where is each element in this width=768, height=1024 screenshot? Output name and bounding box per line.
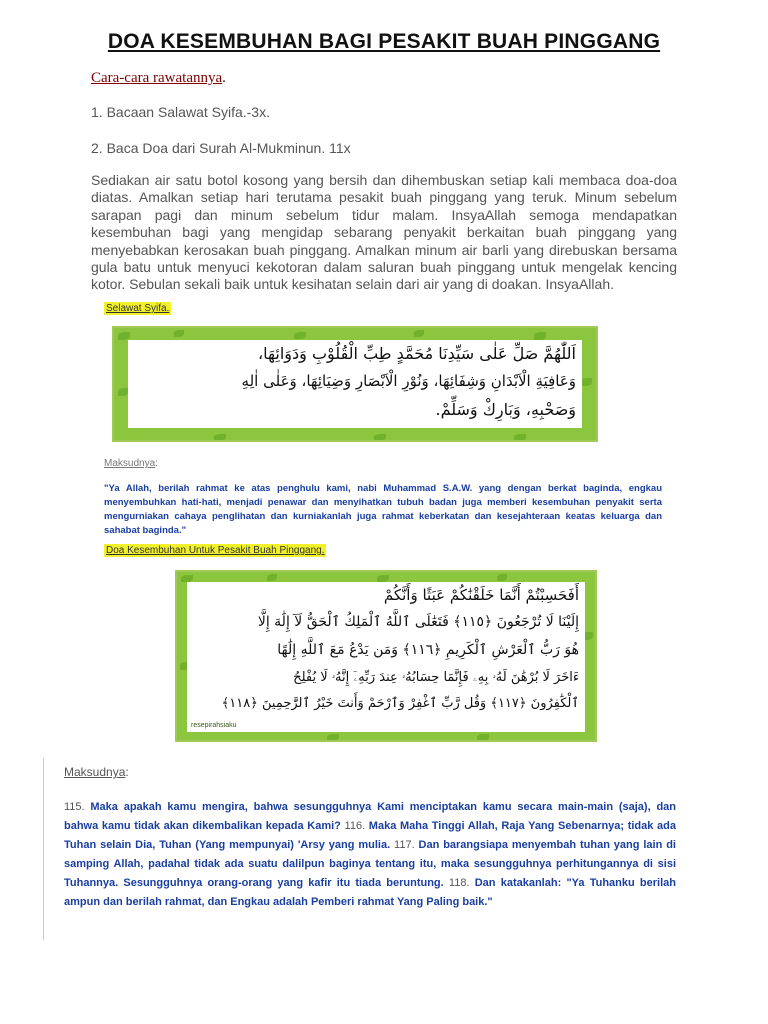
verses-meaning <box>64 798 676 912</box>
salawat-arabic-line-1: اَللّٰهُمَّ صَلِّ عَلٰى سَيِّدِنَا مُحَمَّدٍ طِبِّ الْقُلُوْبِ وَدَوَائِهَا، <box>257 344 576 363</box>
instruction-paragraph: Sediakan air satu botol kosong yang bersih dan dihembuskan setiap kali membaca doa-doa diatas. Amalkan setiap hari terutama pesakit buah pinggang yang teruk. Minum sebelum sarapan pagi dan minum sebelum tidur malam. InsyaAllah semoga mendapatkan kesembuhan bagi yang mengidap sebarang penyakit berkaitan buah pinggang yang menyebabkan kerosakan buah pinggang. Amalkan minum air barli yang direbuskan bersama gula batu untuk menyuci kekotoran dalam saluran buah pinggang untuk mengelak kencing kotor. Sebulan sekali baik untuk kesihatan selain dari air yang di doakan. InsyaAllah. <box>91 172 677 293</box>
verse-text-117: Dan barangsiapa menyembah tuhan yang lain di samping Allah, padahal tidak ada suatu dalilpun baginya tentang itu, maka sesungguhnya perhitungannya di sisi Tuhannya. Sesungguhnya orang-orang yang kafir itu tiada beruntung. <box>64 839 676 889</box>
doa-image-credit: resepirahsiaku <box>191 722 237 729</box>
subheading <box>91 70 226 87</box>
salawat-maksudnya-label: Maksudnya: <box>104 458 158 469</box>
doa-arabic-line-2: إِلَيْنَا لَا تُرْجَعُونَ ﴿١١٥﴾ فَتَعَٰلَى ٱللَّهُ ٱلْمَلِكُ ٱلْحَقُّ لَآ إِلَٰهَ إِلَّا <box>257 614 579 630</box>
doa-arabic-line-1: أَفَحَسِبْتُمْ أَنَّمَا خَلَقْنَٰكُمْ عَبَثًا وَأَنَّكُمْ <box>383 586 579 604</box>
doa-arabic-line-3: هُوَ رَبُّ ٱلْعَرْشِ ٱلْكَرِيمِ ﴿١١٦﴾ وَمَن يَدْعُ مَعَ ٱللَّهِ إِلَٰهًا <box>277 642 579 658</box>
subheading-period: . <box>222 70 226 86</box>
verse-number-115: 115. <box>64 801 85 813</box>
verse-number-116: 116. <box>344 820 366 832</box>
quote-rule <box>43 758 44 940</box>
salawat-arabic-line-2: وَعَافِيَةِ الْاَبْدَانِ وَشِفَائِهَا، وَنُوْرِ الْاَبْصَارِ وَضِيَائِهَا، وَعَلٰى اٰلِهِ <box>241 372 576 390</box>
subheading-text: Cara-cara rawatannya <box>91 70 223 86</box>
verse-text-116: Maka Maha Tinggi Allah, Raja Yang Sebenarnya; tidak ada Tuhan selain Dia, Tuhan (Yang mempunyai) 'Arsy yang mulia. <box>64 820 677 851</box>
page-title: DOA KESEMBUHAN BAGI PESAKIT BUAH PINGGANG <box>107 30 661 53</box>
verse-text-118: Dan katakanlah: "Ya Tuhanku berilah ampun dan berilah rahmat, dan Engkau adalah Pemberi rahmat Yang Paling baik." <box>64 877 677 908</box>
item-salawat: 1. Bacaan Salawat Syifa.-3x. <box>91 104 270 120</box>
verse-number-117: 117. <box>394 839 415 851</box>
item-doa: 2. Baca Doa dari Surah Al-Mukminun. 11x <box>91 140 351 156</box>
salawat-meaning: "Ya Allah, berilah rahmat ke atas penghulu kami, nabi Muhammad S.A.W. yang dengan berkat baginda, engkau menyembuhkan hati-hati, menjadi penawar dan menyihatkan tubuh badan juga memberi kesembuhan penyakit serta mengurniakan cahaya penglihatan dan kurniakanlah juga rahmat keberkatan dan kesejahteraan keatas keluarga dan sahabat baginda." <box>104 483 662 536</box>
verses-maksudnya-label: Maksudnya: <box>64 765 129 779</box>
salawat-label: Selawat Syifa. <box>106 303 170 314</box>
doa-image <box>175 570 597 742</box>
doa-arabic-line-4: ءَاخَرَ لَا بُرْهَٰنَ لَهُۥ بِهِۦ فَإِنَّمَا حِسَابُهُۥ عِندَ رَبِّهِۦٓ إِنَّهُۥ لَا يُفْلِحُ <box>293 670 579 685</box>
doa-arabic-line-5: ٱلْكَٰفِرُونَ ﴿١١٧﴾ وَقُل رَّبِّ ٱغْفِرْ وَٱرْحَمْ وَأَنتَ خَيْرُ ٱلرَّٰحِمِينَ ﴿١١٨﴾ <box>221 696 579 711</box>
verse-text-115: Maka apakah kamu mengira, bahwa sesungguhnya Kami menciptakan kamu secara main-main (saja), dan bahwa kamu tidak akan dikembalikan kepada Kami? <box>64 801 676 832</box>
doa-label: Doa Kesembuhan Untuk Pesakit Buah Pinggang. <box>106 545 325 556</box>
salawat-image <box>112 326 598 442</box>
verse-number-118: 118. <box>448 877 470 889</box>
salawat-arabic-line-3: وَصَحْبِهِ، وَبَارِكْ وَسَلِّمْ. <box>435 400 576 419</box>
